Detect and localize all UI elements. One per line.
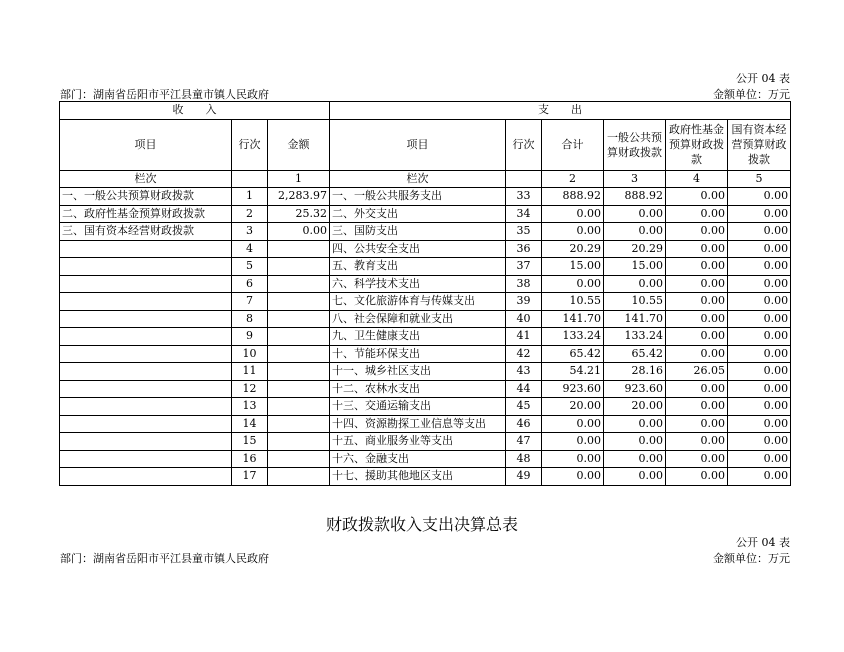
page-title: 财政拨款收入支出决算总表 bbox=[325, 515, 518, 534]
expense-line: 41 bbox=[506, 328, 542, 346]
expense-state: 0.00 bbox=[728, 275, 791, 293]
income-amount bbox=[268, 380, 330, 398]
income-line: 2 bbox=[232, 205, 268, 223]
expense-fund: 0.00 bbox=[666, 205, 728, 223]
income-amount bbox=[268, 415, 330, 433]
expense-total: 0.00 bbox=[542, 468, 604, 486]
expense-item: 十二、农林水支出 bbox=[330, 380, 506, 398]
expense-line: 44 bbox=[506, 380, 542, 398]
expense-fund: 0.00 bbox=[666, 450, 728, 468]
unit-label: 金额单位：万元 bbox=[713, 88, 790, 101]
column-header-row bbox=[60, 119, 791, 170]
expense-total: 65.42 bbox=[542, 345, 604, 363]
department-label: 部门：湖南省岳阳市平江县童市镇人民政府 bbox=[60, 88, 269, 101]
col-line: 行次 bbox=[232, 119, 268, 170]
col-fund: 政府性基金预算财政拨款 bbox=[666, 119, 728, 170]
expense-state: 0.00 bbox=[728, 223, 791, 241]
expense-item: 五、教育支出 bbox=[330, 258, 506, 276]
expense-line: 35 bbox=[506, 223, 542, 241]
expense-line: 46 bbox=[506, 415, 542, 433]
income-amount bbox=[268, 310, 330, 328]
income-amount: 0.00 bbox=[268, 223, 330, 241]
expense-item: 八、社会保障和就业支出 bbox=[330, 310, 506, 328]
expense-line: 48 bbox=[506, 450, 542, 468]
expense-item: 四、公共安全支出 bbox=[330, 240, 506, 258]
expense-line: 37 bbox=[506, 258, 542, 276]
income-line: 16 bbox=[232, 450, 268, 468]
expense-item: 一、一般公共服务支出 bbox=[330, 188, 506, 206]
income-amount bbox=[268, 468, 330, 486]
expense-fund: 0.00 bbox=[666, 328, 728, 346]
expense-line: 40 bbox=[506, 310, 542, 328]
income-line: 12 bbox=[232, 380, 268, 398]
table-row bbox=[60, 310, 791, 328]
expense-state: 0.00 bbox=[728, 468, 791, 486]
expense-fund: 0.00 bbox=[666, 468, 728, 486]
expense-item: 十四、资源勘探工业信息等支出 bbox=[330, 415, 506, 433]
expense-fund: 0.00 bbox=[666, 258, 728, 276]
income-item bbox=[60, 363, 232, 381]
expense-header: 支 出 bbox=[330, 102, 791, 120]
expense-general: 20.00 bbox=[604, 398, 666, 416]
expense-general: 20.29 bbox=[604, 240, 666, 258]
table-row bbox=[60, 188, 791, 206]
col-item2: 项目 bbox=[330, 119, 506, 170]
table-row bbox=[60, 450, 791, 468]
expense-line: 33 bbox=[506, 188, 542, 206]
expense-total: 15.00 bbox=[542, 258, 604, 276]
lanci-c5: 5 bbox=[728, 170, 791, 188]
expense-total: 10.55 bbox=[542, 293, 604, 311]
expense-item: 七、文化旅游体育与传媒支出 bbox=[330, 293, 506, 311]
lanci-c1: 1 bbox=[268, 170, 330, 188]
income-line: 6 bbox=[232, 275, 268, 293]
income-item bbox=[60, 415, 232, 433]
table-row bbox=[60, 468, 791, 486]
expense-general: 888.92 bbox=[604, 188, 666, 206]
income-amount: 25.32 bbox=[268, 205, 330, 223]
col-general: 一般公共预算财政拨款 bbox=[604, 119, 666, 170]
income-line: 1 bbox=[232, 188, 268, 206]
expense-fund: 0.00 bbox=[666, 188, 728, 206]
income-amount: 2,283.97 bbox=[268, 188, 330, 206]
expense-item: 九、卫生健康支出 bbox=[330, 328, 506, 346]
income-item bbox=[60, 380, 232, 398]
finance-table bbox=[59, 101, 791, 486]
income-item: 一、一般公共预算财政拨款 bbox=[60, 188, 232, 206]
lanci-label: 栏次 bbox=[60, 170, 232, 188]
expense-item: 十一、城乡社区支出 bbox=[330, 363, 506, 381]
expense-general: 133.24 bbox=[604, 328, 666, 346]
expense-total: 20.00 bbox=[542, 398, 604, 416]
table-row bbox=[60, 363, 791, 381]
expense-general: 15.00 bbox=[604, 258, 666, 276]
income-line: 3 bbox=[232, 223, 268, 241]
expense-fund: 0.00 bbox=[666, 293, 728, 311]
department-label-2: 部门：湖南省岳阳市平江县童市镇人民政府 bbox=[60, 552, 269, 565]
income-item bbox=[60, 293, 232, 311]
expense-fund: 0.00 bbox=[666, 223, 728, 241]
lanci-label2: 栏次 bbox=[330, 170, 506, 188]
expense-general: 0.00 bbox=[604, 450, 666, 468]
table-row bbox=[60, 275, 791, 293]
lanci-c3: 3 bbox=[604, 170, 666, 188]
income-line: 7 bbox=[232, 293, 268, 311]
income-amount bbox=[268, 363, 330, 381]
table-row bbox=[60, 328, 791, 346]
expense-fund: 0.00 bbox=[666, 398, 728, 416]
expense-fund: 0.00 bbox=[666, 275, 728, 293]
expense-total: 0.00 bbox=[542, 433, 604, 451]
expense-state: 0.00 bbox=[728, 188, 791, 206]
col-item: 项目 bbox=[60, 119, 232, 170]
expense-total: 0.00 bbox=[542, 450, 604, 468]
table-row bbox=[60, 205, 791, 223]
table-code: 公开 04 表 bbox=[736, 72, 790, 85]
table-row bbox=[60, 345, 791, 363]
lanci-empty bbox=[232, 170, 268, 188]
expense-fund: 0.00 bbox=[666, 310, 728, 328]
expense-general: 923.60 bbox=[604, 380, 666, 398]
col-state: 国有资本经营预算财政拨款 bbox=[728, 119, 791, 170]
expense-fund: 0.00 bbox=[666, 345, 728, 363]
income-item: 三、国有资本经营财政拨款 bbox=[60, 223, 232, 241]
expense-total: 133.24 bbox=[542, 328, 604, 346]
expense-item: 六、科学技术支出 bbox=[330, 275, 506, 293]
expense-total: 0.00 bbox=[542, 415, 604, 433]
income-amount bbox=[268, 450, 330, 468]
income-line: 4 bbox=[232, 240, 268, 258]
income-line: 11 bbox=[232, 363, 268, 381]
expense-total: 923.60 bbox=[542, 380, 604, 398]
income-amount bbox=[268, 345, 330, 363]
col-line2: 行次 bbox=[506, 119, 542, 170]
expense-line: 34 bbox=[506, 205, 542, 223]
expense-general: 0.00 bbox=[604, 223, 666, 241]
expense-general: 28.16 bbox=[604, 363, 666, 381]
expense-item: 十三、交通运输支出 bbox=[330, 398, 506, 416]
expense-item: 十六、金融支出 bbox=[330, 450, 506, 468]
income-amount bbox=[268, 258, 330, 276]
col-amount: 金额 bbox=[268, 119, 330, 170]
income-item bbox=[60, 450, 232, 468]
lanci-c4: 4 bbox=[666, 170, 728, 188]
income-line: 5 bbox=[232, 258, 268, 276]
expense-fund: 0.00 bbox=[666, 415, 728, 433]
income-amount bbox=[268, 293, 330, 311]
table-row bbox=[60, 223, 791, 241]
income-line: 9 bbox=[232, 328, 268, 346]
expense-item: 十五、商业服务业等支出 bbox=[330, 433, 506, 451]
expense-line: 43 bbox=[506, 363, 542, 381]
income-amount bbox=[268, 240, 330, 258]
income-item bbox=[60, 258, 232, 276]
income-line: 10 bbox=[232, 345, 268, 363]
expense-general: 0.00 bbox=[604, 468, 666, 486]
expense-state: 0.00 bbox=[728, 345, 791, 363]
expense-item: 三、国防支出 bbox=[330, 223, 506, 241]
expense-total: 54.21 bbox=[542, 363, 604, 381]
expense-total: 0.00 bbox=[542, 205, 604, 223]
expense-item: 十七、援助其他地区支出 bbox=[330, 468, 506, 486]
expense-state: 0.00 bbox=[728, 240, 791, 258]
expense-state: 0.00 bbox=[728, 415, 791, 433]
expense-general: 0.00 bbox=[604, 415, 666, 433]
income-item bbox=[60, 345, 232, 363]
expense-state: 0.00 bbox=[728, 433, 791, 451]
income-line: 13 bbox=[232, 398, 268, 416]
expense-state: 0.00 bbox=[728, 380, 791, 398]
expense-general: 0.00 bbox=[604, 433, 666, 451]
income-item: 二、政府性基金预算财政拨款 bbox=[60, 205, 232, 223]
income-amount bbox=[268, 328, 330, 346]
lanci-empty2 bbox=[506, 170, 542, 188]
expense-total: 141.70 bbox=[542, 310, 604, 328]
expense-line: 42 bbox=[506, 345, 542, 363]
expense-state: 0.00 bbox=[728, 310, 791, 328]
expense-fund: 0.00 bbox=[666, 433, 728, 451]
income-amount bbox=[268, 433, 330, 451]
unit-label-2: 金额单位：万元 bbox=[713, 552, 790, 565]
table-row bbox=[60, 258, 791, 276]
table-row bbox=[60, 240, 791, 258]
expense-general: 141.70 bbox=[604, 310, 666, 328]
table-row bbox=[60, 398, 791, 416]
expense-line: 45 bbox=[506, 398, 542, 416]
expense-fund: 0.00 bbox=[666, 380, 728, 398]
income-item bbox=[60, 310, 232, 328]
expense-general: 10.55 bbox=[604, 293, 666, 311]
expense-total: 0.00 bbox=[542, 223, 604, 241]
table-row bbox=[60, 433, 791, 451]
expense-total: 888.92 bbox=[542, 188, 604, 206]
expense-line: 36 bbox=[506, 240, 542, 258]
expense-general: 0.00 bbox=[604, 205, 666, 223]
income-item bbox=[60, 328, 232, 346]
expense-total: 20.29 bbox=[542, 240, 604, 258]
income-item bbox=[60, 275, 232, 293]
expense-state: 0.00 bbox=[728, 328, 791, 346]
income-item bbox=[60, 468, 232, 486]
expense-state: 0.00 bbox=[728, 293, 791, 311]
expense-general: 65.42 bbox=[604, 345, 666, 363]
expense-line: 39 bbox=[506, 293, 542, 311]
income-line: 14 bbox=[232, 415, 268, 433]
expense-fund: 0.00 bbox=[666, 240, 728, 258]
lanci-c2: 2 bbox=[542, 170, 604, 188]
income-line: 8 bbox=[232, 310, 268, 328]
income-header: 收 入 bbox=[60, 102, 330, 120]
section-header-row bbox=[60, 102, 791, 120]
expense-state: 0.00 bbox=[728, 398, 791, 416]
income-amount bbox=[268, 275, 330, 293]
income-line: 17 bbox=[232, 468, 268, 486]
expense-state: 0.00 bbox=[728, 205, 791, 223]
expense-line: 38 bbox=[506, 275, 542, 293]
col-total: 合计 bbox=[542, 119, 604, 170]
income-line: 15 bbox=[232, 433, 268, 451]
lanci-row bbox=[60, 170, 791, 188]
expense-item: 十、节能环保支出 bbox=[330, 345, 506, 363]
table-code-2: 公开 04 表 bbox=[736, 536, 790, 549]
expense-state: 0.00 bbox=[728, 258, 791, 276]
expense-state: 0.00 bbox=[728, 363, 791, 381]
income-item bbox=[60, 433, 232, 451]
income-item bbox=[60, 240, 232, 258]
expense-total: 0.00 bbox=[542, 275, 604, 293]
expense-general: 0.00 bbox=[604, 275, 666, 293]
expense-line: 49 bbox=[506, 468, 542, 486]
table-row bbox=[60, 293, 791, 311]
expense-line: 47 bbox=[506, 433, 542, 451]
income-item bbox=[60, 398, 232, 416]
table-row bbox=[60, 415, 791, 433]
income-amount bbox=[268, 398, 330, 416]
table-row bbox=[60, 380, 791, 398]
expense-item: 二、外交支出 bbox=[330, 205, 506, 223]
expense-fund: 26.05 bbox=[666, 363, 728, 381]
expense-state: 0.00 bbox=[728, 450, 791, 468]
